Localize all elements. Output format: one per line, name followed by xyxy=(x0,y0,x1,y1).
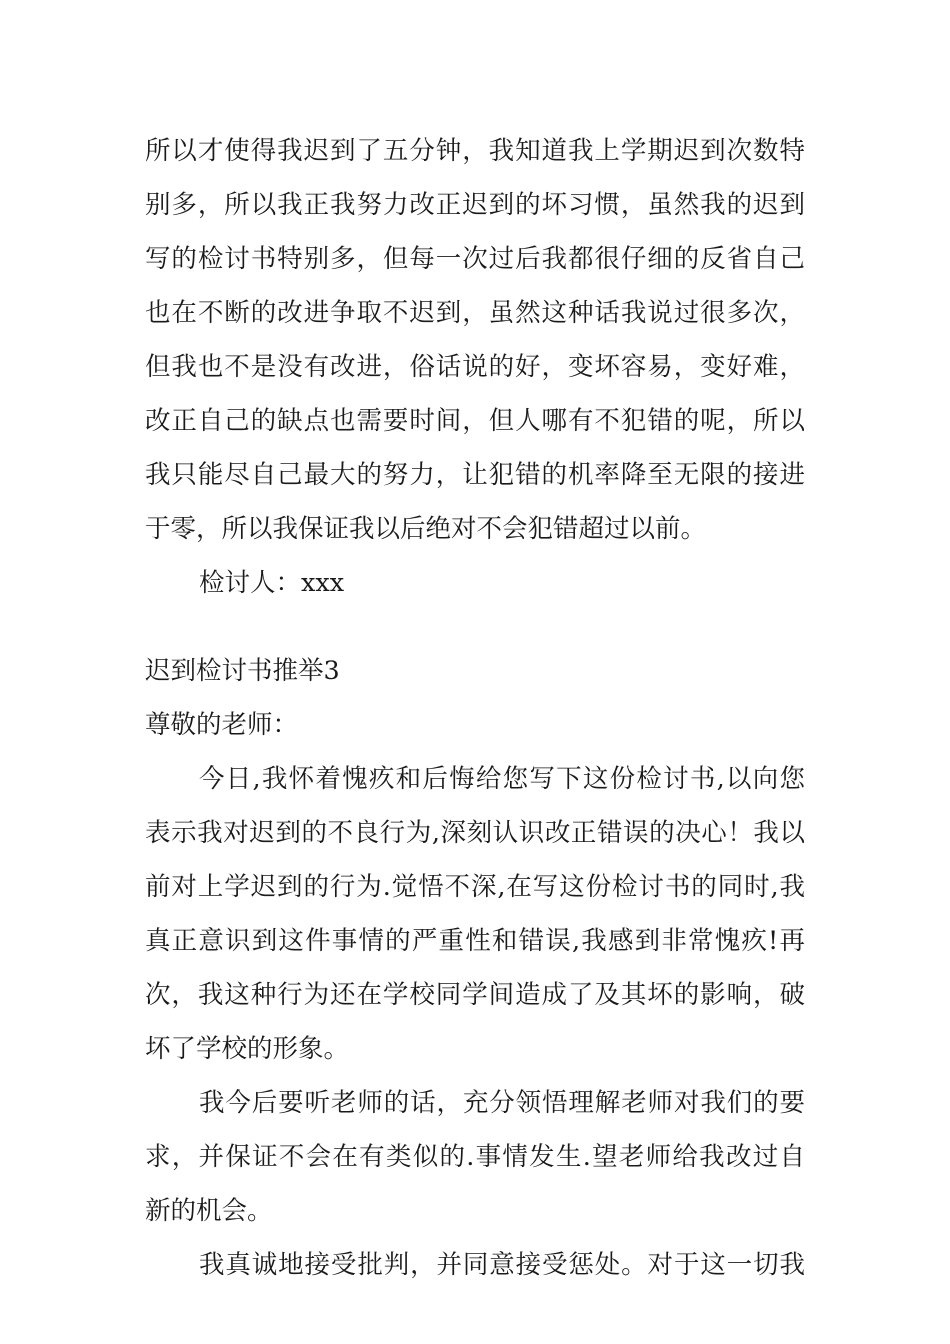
text-line: 表示我对迟到的不良行为,深刻认识改正错误的决心！我以 xyxy=(145,818,805,848)
text-line: 所以才使得我迟到了五分钟，我知道我上学期迟到次数特 xyxy=(145,136,805,166)
text-line: 别多，所以我正我努力改正迟到的坏习惯，虽然我的迟到 xyxy=(145,190,805,220)
salutation: 尊敬的老师： xyxy=(145,710,299,740)
text-line: 于零，所以我保证我以后绝对不会犯错超过以前。 xyxy=(145,514,707,544)
section-gap xyxy=(145,610,805,644)
document-body xyxy=(145,124,805,1292)
text-line: 真正意识到这件事情的严重性和错误,我感到非常愧疚!再 xyxy=(145,926,805,956)
text-line: 也在不断的改进争取不迟到，虽然这种话我说过很多次， xyxy=(145,298,805,328)
text-line: 新的机会。 xyxy=(145,1196,273,1226)
text-line: 但我也不是没有改进，俗话说的好，变坏容易，变好难， xyxy=(145,352,805,382)
text-line: 前对上学迟到的行为.觉悟不深,在写这份检讨书的同时,我 xyxy=(145,872,805,902)
text-line: 次，我这种行为还在学校同学间造成了及其坏的影响，破 xyxy=(145,980,805,1010)
text-line: 我只能尽自己最大的努力，让犯错的机率降至无限的接进 xyxy=(145,460,805,490)
text-line: 改正自己的缺点也需要时间，但人哪有不犯错的呢，所以 xyxy=(145,406,805,436)
text-line: 我真诚地接受批判，并同意接受惩处。对于这一切我 xyxy=(199,1250,805,1280)
text-line: 坏了学校的形象。 xyxy=(145,1034,350,1064)
text-line: 写的检讨书特别多，但每一次过后我都很仔细的反省自己 xyxy=(145,244,805,274)
paragraph-continuation xyxy=(145,124,805,556)
section-title: 迟到检讨书推举3 xyxy=(145,656,340,686)
signature-line: 检讨人：xxx xyxy=(199,568,345,598)
paragraph-acceptance xyxy=(145,1238,805,1292)
text-line: 我今后要听老师的话，充分领悟理解老师对我们的要 xyxy=(199,1088,805,1118)
paragraph-promise xyxy=(145,1076,805,1238)
text-line: 今日,我怀着愧疚和后悔给您写下这份检讨书,以向您 xyxy=(199,764,805,794)
text-line: 求，并保证不会在有类似的.事情发生.望老师给我改过自 xyxy=(145,1142,805,1172)
paragraph-apology xyxy=(145,752,805,1076)
